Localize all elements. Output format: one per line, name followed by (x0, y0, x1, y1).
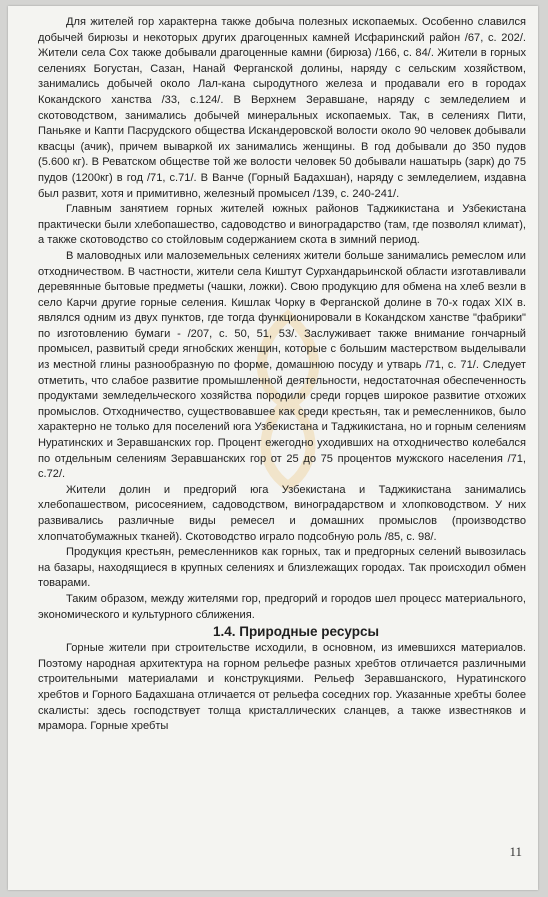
paragraph: Для жителей гор характерна также добыча полезных ископаемых. Особенно славился добычей бирюзы и некоторых других драгоценных камней Исфаринский район /67, с. 202/. Жители села Сох также добывали драгоценные камни (бирюза) /166, с. 84/. Жители в горных селениях Богустан, Сазан, Нанай Ферганской долины, наряду с сельским хозяйством, занимались добычей около Лал-кана сыродутного железа и продавали его в городах Кокандского ханства /33, с.124/. В Верхнем Зеравшане, наряду с земледелием и скотоводством, занимались добычей минеральных ископаемых. Так, в селениях Пити, Паньяке и Капти Пасрудского общества Искандеровской волости около 90 человек добывали квасцы (ачик), причем вываркой их занимались женщины. В год добывали до 350 пудов (5.600 кг). В Реватском обществе той же волости человек 50 добывали нашатырь (зарк) до 75 пудов (1200кг) в год /71, с.71/. В Ванче (Горный Бадахшан), наряду с земледелием, издавна был развит, хотя и примитивно, железный промысел /139, с. 240-241/. (38, 16, 526, 200)
paragraph: В маловодных или малоземельных селениях жители больше занимались ремеслом или отходничеством. В частности, жители села Киштут Сурхандарьинской области изготавливали деревянные бытовые предметы (чашки, ложки). Свою продукцию для обмена на хлеб везли в село Карчи другие горные селения. Кишлак Чорку в Ферганской долине в 70-х годах XIX в. являлся одним из двух пунктов, где тогда функционировали в Кокандском ханстве "фабрики" по изготовлению бумаги - /207, с. 50, 51, 53/. Заслуживает также внимание гончарный промысел, развитый среди ягнобских женщин, которые с большим мастерством выделывали из местной глины разнообразную по форме, домашнюю посуду и утварь /71, с. 71/. Следует отметить, что слабое развитие промышленной деятельности, недостаточная обеспеченность продуктами земледельческого хозяйства породили среди горцев широкое развитие отхожих промыслов. Отходничество, существовавшее как среди крестьян, так и ремесленников, было характерно не только для поселений юга Узбекистана и Таджикистана, но и горным селениям Нуратинских и Зеравшанских гор. Процент ежегодно уходивших на отходничество колебался по отдельным селениям Зеравшанских гор от 25 до 75 процентов мужского населения /71, с.72/. (38, 249, 526, 481)
paragraph: Горные жители при строительстве исходили, в основном, из имевшихся материалов. Поэтому народная архитектура на горном рельефе разных хребтов отличается различными строительными материалами и конструкциями. Рельеф Зеравшанского, Нуратинского хребтов и Горного Бадахшана отличается от рельефа соседних гор. Указанные хребты более скалисты: здесь господствует толща кристаллических сланцев, а также известняков и мрамора. Горные хребты (38, 642, 526, 733)
page-number: 11 (509, 844, 522, 859)
document-body (38, 15, 526, 735)
document-page (8, 6, 538, 890)
paragraph: Продукция крестьян, ремесленников как горных, так и предгорных селений вывозилась на базары, находящиеся в крупных селениях и близлежащих городах. Так происходил обмен товарами. (38, 546, 526, 590)
section-heading: 1.4. Природные ресурсы (212, 624, 380, 640)
paragraph: Таким образом, между жителями гор, предгорий и городов шел процесс материального, экономического и культурного сближения. (38, 592, 526, 621)
paragraph: Главным занятием горных жителей южных районов Таджикистана и Узбекистана практически были хлебопашество, садоводство и виноградарство (там, где позволял климат), а также скотоводство со стойловым содержанием скота в зимний период. (38, 203, 526, 247)
paragraph: Жители долин и предгорий юга Узбекистана и Таджикистана занимались хлебопашеством, рисосеянием, садоводством, виноградарством и хлопководством. У них развивались различные виды ремесел и домашних промыслов (производство хлопчатобумажных тканей). Скотоводство играло подсобную роль /85, с. 98/. (38, 483, 526, 543)
